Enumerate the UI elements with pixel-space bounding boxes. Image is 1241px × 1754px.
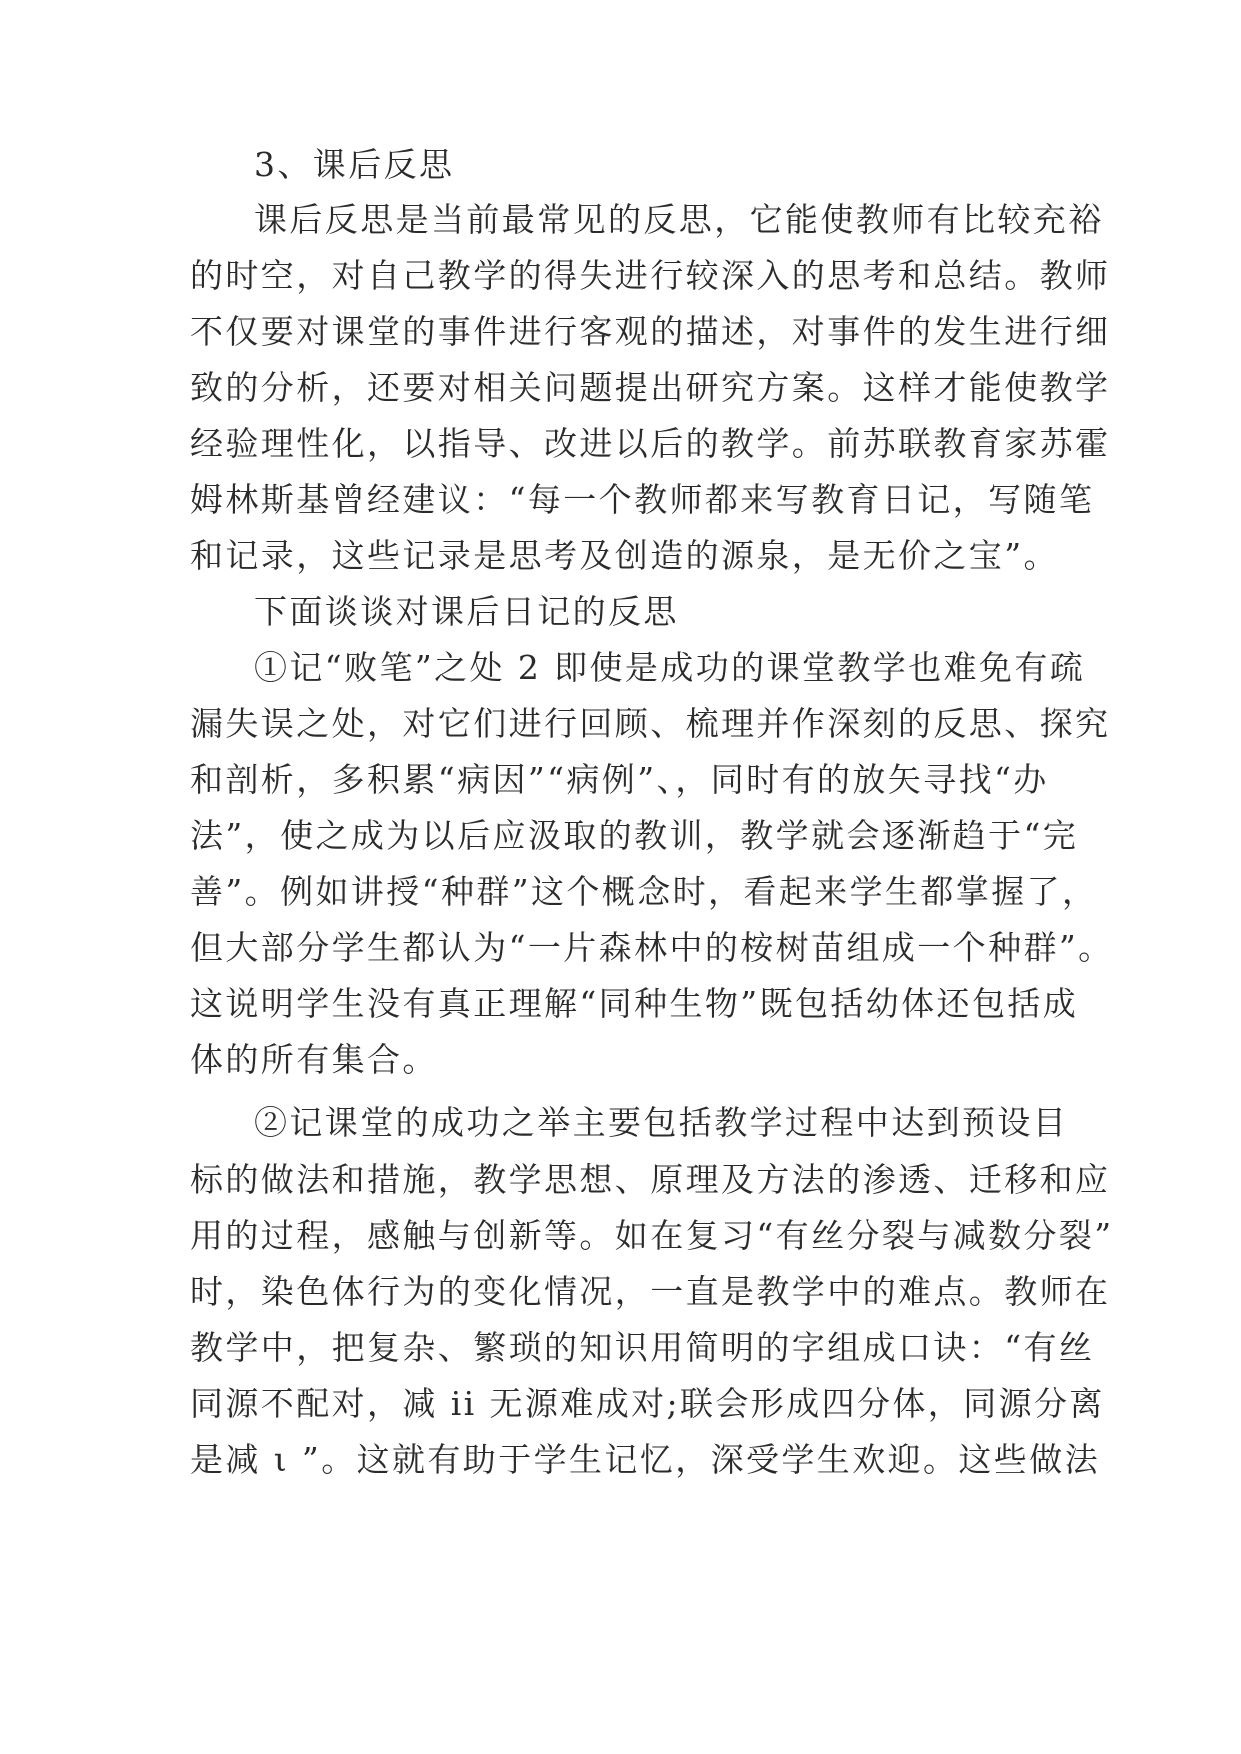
- paragraph-line: 教学中，把复杂、繁琐的知识用简明的字组成口诀：“有丝: [190, 1328, 1095, 1367]
- paragraph-line: 致的分析，还要对相关问题提出研究方案。这样才能使教学: [190, 368, 1111, 407]
- paragraph-line: 经验理性化，以指导、改进以后的教学。前苏联教育家苏霍: [190, 424, 1111, 463]
- paragraph-line: 和剖析，多积累“病因”“病例”、，同时有的放矢寻找“办: [190, 760, 1049, 799]
- paragraph-line: 和记录，这些记录是思考及创造的源泉，是无价之宝”。: [190, 536, 1059, 575]
- paragraph-line: 漏失误之处，对它们进行回顾、梳理并作深刻的反思、探究: [190, 704, 1111, 743]
- paragraph-line: 标的做法和措施，教学思想、原理及方法的渗透、迁移和应: [190, 1160, 1111, 1199]
- paragraph-line: 课后反思是当前最常见的反思，它能使教师有比较充裕: [254, 200, 1104, 239]
- paragraph-line: 法”，使之成为以后应汲取的教训，教学就会逐渐趋于“完: [190, 816, 1079, 855]
- section-heading: 3、课后反思: [254, 145, 455, 184]
- paragraph-line: ①记“败笔”之处 2 即使是成功的课堂教学也难免有疏: [254, 648, 1086, 687]
- paragraph-line: ②记课堂的成功之举主要包括教学过程中达到预设目: [254, 1103, 1069, 1142]
- paragraph-line: 时，染色体行为的变化情况，一直是教学中的难点。教师在: [190, 1272, 1111, 1311]
- paragraph-line: 体的所有集合。: [190, 1040, 438, 1079]
- paragraph-line: 同源不配对，减 ii 无源难成对;联会形成四分体，同源分离: [190, 1384, 1105, 1423]
- paragraph-line: 善”。例如讲授“种群”这个概念时，看起来学生都掌握了，: [190, 872, 1098, 911]
- paragraph-line: 的时空，对自己教学的得失进行较深入的思考和总结。教师: [190, 256, 1111, 295]
- paragraph-line: 但大部分学生都认为“一片森林中的桉树苗组成一个种群”。: [190, 928, 1114, 967]
- paragraph-line: 用的过程，感触与创新等。如在复习“有丝分裂与减数分裂”: [190, 1216, 1114, 1255]
- paragraph-line: 姆林斯基曾经建议：“每一个教师都来写教育日记，写随笔: [190, 480, 1095, 519]
- paragraph-line: 下面谈谈对课后日记的反思: [254, 592, 679, 631]
- paragraph-line: 不仅要对课堂的事件进行客观的描述，对事件的发生进行细: [190, 312, 1111, 351]
- paragraph-line: 这说明学生没有真正理解“同种生物”既包括幼体还包括成: [190, 984, 1079, 1023]
- paragraph-line: 是减 ι ”。这就有助于学生记忆，深受学生欢迎。这些做法: [190, 1440, 1100, 1479]
